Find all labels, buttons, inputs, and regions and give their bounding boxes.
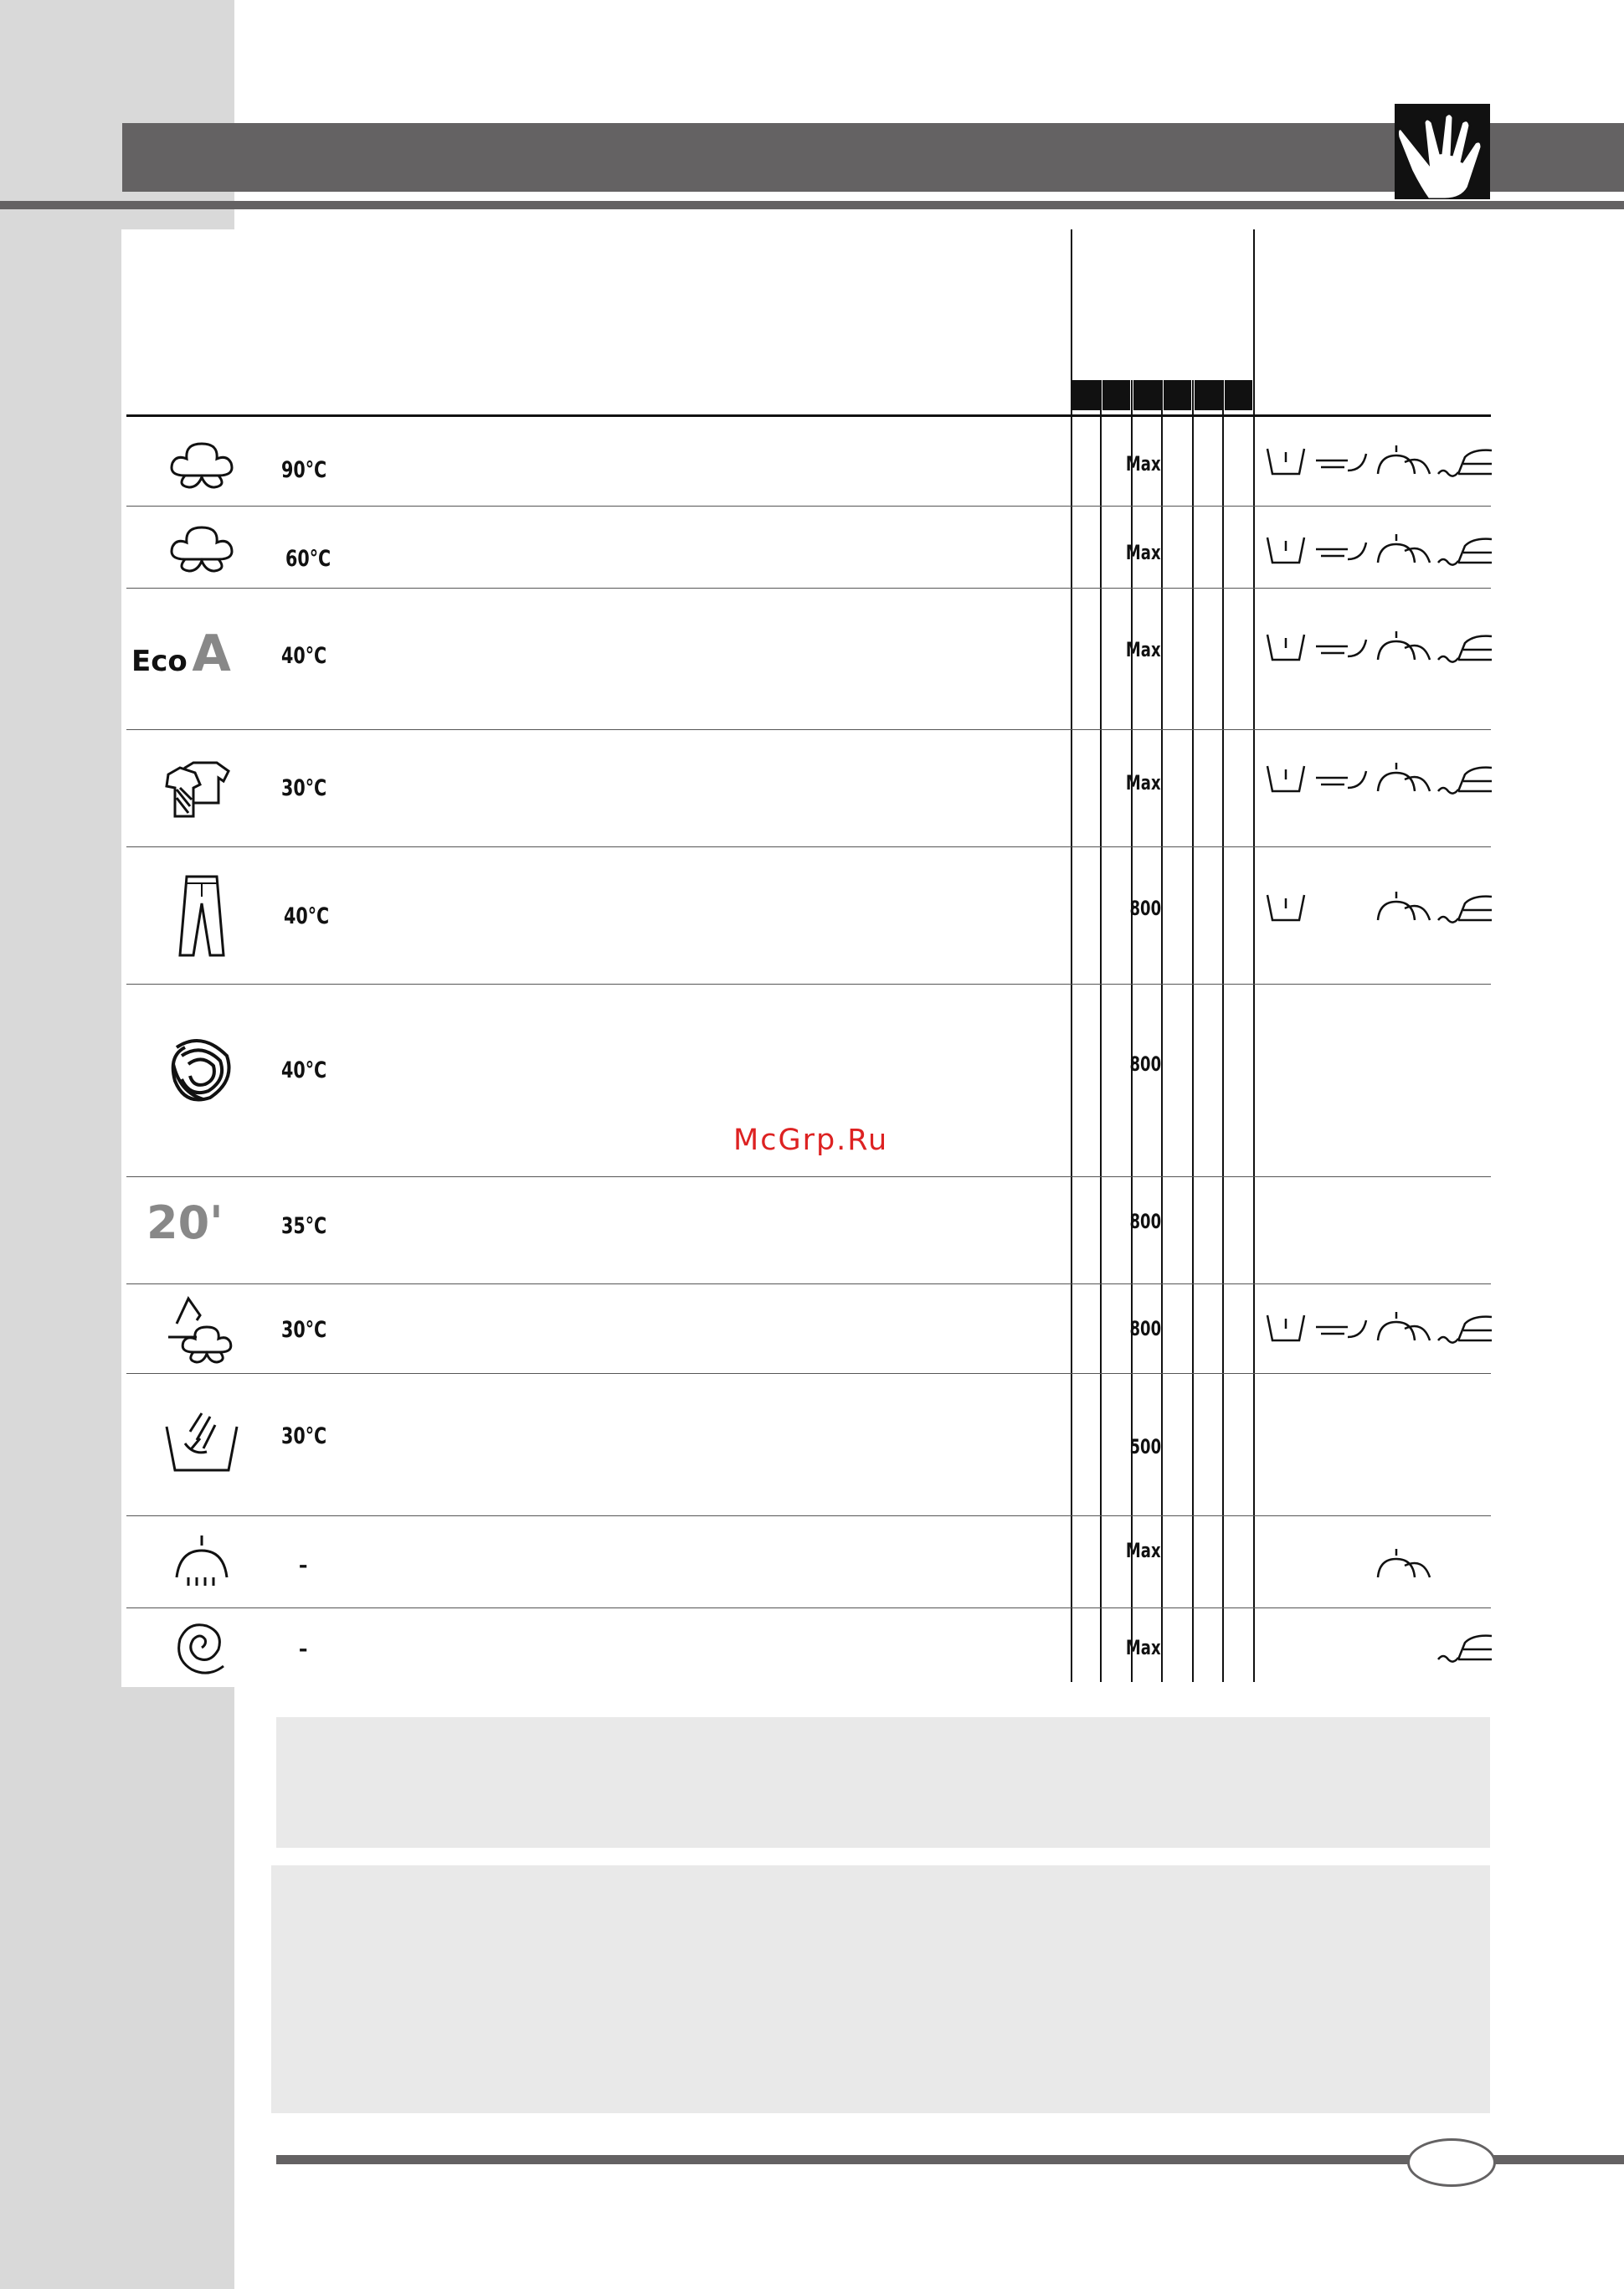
iron-icon [1438,539,1492,565]
iron-icon [1438,450,1492,476]
temperature: 40°C [281,1057,327,1083]
cotton-icon [152,509,252,584]
mixed-colours-icon [152,748,252,823]
spin-speed: Max [1126,771,1161,795]
dry-clean-icon [1316,640,1366,656]
wash-tub-icon [1267,538,1304,563]
care-symbols [1264,1546,1492,1584]
tumble-dry-icon [1378,763,1430,791]
wash-tub-icon [1267,895,1304,920]
tumble-dry-icon [1378,1549,1430,1577]
wash-tub-icon [1267,635,1304,660]
tumble-dry-icon [1378,631,1430,660]
programme-row [121,1607,1492,1687]
option-header-square [1133,380,1161,410]
programme-row [121,846,1492,984]
care-symbols [1264,1309,1492,1347]
iron-icon [1438,1317,1492,1343]
option-header-square [1164,380,1191,410]
iron-icon [1438,897,1492,923]
option-header-square [1195,380,1222,410]
programme-row [121,417,1492,506]
temperature: – [299,1636,308,1662]
option-header-square [1072,380,1100,410]
spin-speed: 800 [1129,1052,1161,1076]
drain-spin-icon [152,1527,252,1602]
option-header-square [1102,380,1130,410]
programme-row [121,1515,1492,1607]
dry-clean-icon [1316,771,1366,788]
tumble-dry-icon [1378,534,1430,563]
temperature: 60°C [285,546,331,572]
watermark: McGrp.Ru [733,1124,889,1157]
option-header-square [1225,380,1252,410]
quick-20-icon: 20' [146,1196,224,1249]
temperature: 30°C [281,1423,327,1449]
header-rule [0,201,1624,209]
temperature: – [299,1552,308,1578]
wash-tub-icon [1267,1315,1304,1340]
spin-speed: 500 [1129,1435,1161,1458]
tumble-dry-icon [1378,445,1430,474]
temperature: 30°C [281,775,327,801]
care-symbols [1264,531,1492,569]
care-symbols [1264,759,1492,798]
spin-speed: Max [1126,1636,1161,1659]
synthetic-cotton-icon [152,1290,252,1366]
care-symbols [1264,628,1492,666]
programme-table [121,229,1492,1687]
page-number-oval [1407,2138,1496,2187]
dry-clean-icon [1316,1320,1366,1337]
spin-speed: 800 [1129,1210,1161,1233]
cotton-icon [152,425,252,501]
spin-speed: Max [1126,638,1161,661]
programme-row [121,506,1492,588]
programme-row [121,1283,1492,1373]
care-symbols [1264,1628,1492,1666]
programme-row [121,1176,1492,1283]
iron-icon [1438,1636,1492,1662]
wool-icon [152,1031,252,1106]
care-symbols [1264,442,1492,481]
eco-a-icon: Eco A [131,625,231,683]
care-symbols [1264,888,1492,927]
tumble-dry-icon [1378,892,1430,920]
jeans-icon [152,872,252,964]
spin-speed: 800 [1129,1317,1161,1340]
hand-wash-icon [152,1407,252,1482]
iron-icon [1438,768,1492,794]
programme-row [121,729,1492,846]
programme-row [121,588,1492,729]
hand-icon [1395,104,1490,199]
spin-speed: Max [1126,452,1161,476]
note-box [276,1717,1490,1848]
temperature: 40°C [284,903,330,929]
note-box [271,1865,1490,2113]
temperature: 40°C [281,643,327,669]
temperature: 90°C [281,457,327,483]
spin-speed: Max [1126,541,1161,564]
dry-clean-icon [1316,543,1366,559]
tumble-dry-icon [1378,1312,1430,1340]
programme-row [121,1373,1492,1515]
temperature: 35°C [281,1213,327,1239]
iron-icon [1438,636,1492,662]
dry-clean-icon [1316,454,1366,471]
spin-speed: 800 [1129,897,1161,920]
spiral-spin-icon [152,1611,252,1686]
wash-tub-icon [1267,449,1304,474]
wash-tub-icon [1267,766,1304,791]
temperature: 30°C [281,1317,327,1343]
spin-speed: Max [1126,1539,1161,1562]
